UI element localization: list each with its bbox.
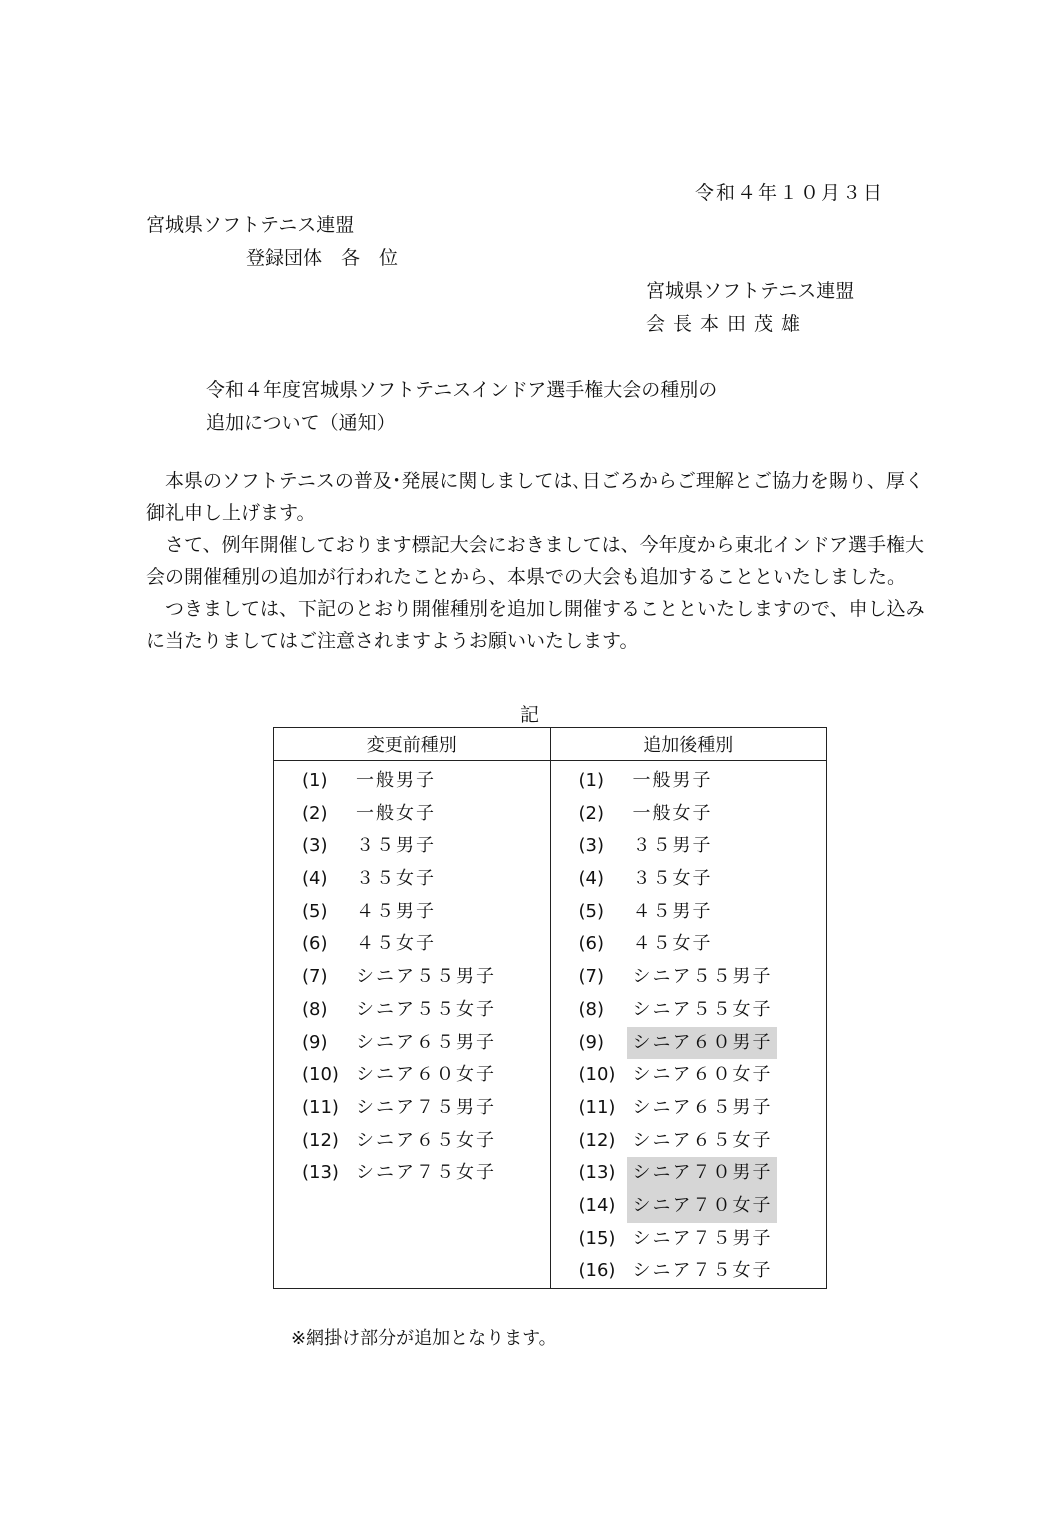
after-row-number: (9) — [578, 1031, 604, 1053]
before-row-number: (11) — [302, 1096, 339, 1118]
before-row-label: ４５女子 — [356, 933, 436, 955]
body-text — [146, 465, 926, 657]
subject-line-1: 令和４年度宮城県ソフトテニスインドア選手権大会の種別の — [206, 379, 718, 401]
before-row-number: (9) — [302, 1031, 328, 1053]
before-row-number: (12) — [302, 1129, 339, 1151]
before-row-number: (8) — [302, 998, 328, 1020]
sender-org: 宮城県ソフトテニス連盟 — [646, 280, 855, 302]
after-row-label: 一般男子 — [632, 770, 713, 791]
after-row-label: シニア６０男子 — [627, 1027, 777, 1060]
after-row-number: (11) — [578, 1096, 616, 1118]
before-row-label: ４５男子 — [356, 900, 436, 922]
after-row-number: (4) — [578, 868, 604, 890]
after-row-label: ４５女子 — [632, 933, 713, 955]
before-row — [274, 1059, 550, 1092]
before-row — [274, 798, 550, 831]
after-row-number: (14) — [578, 1194, 616, 1216]
after-row — [551, 896, 827, 929]
before-row-label: ３５男子 — [356, 835, 436, 857]
before-row — [274, 961, 550, 994]
before-row-label: シニア５５女子 — [356, 998, 496, 1020]
before-row — [274, 928, 550, 961]
before-row — [274, 1027, 550, 1060]
before-row-number: (1) — [302, 770, 328, 791]
before-row-number: (4) — [302, 868, 328, 890]
before-row-number: (5) — [302, 900, 328, 922]
after-row — [551, 994, 827, 1027]
after-row — [551, 1059, 827, 1092]
footnote: ※網掛け部分が追加となります。 — [291, 1328, 557, 1349]
sender-name: 会長本田茂雄 — [646, 313, 809, 335]
before-row-number: (3) — [302, 835, 328, 857]
before-row-label: シニア５５男子 — [356, 966, 496, 988]
before-row — [274, 863, 550, 896]
before-row-number: (10) — [302, 1064, 339, 1086]
after-row-number: (1) — [578, 770, 604, 791]
after-row-label: シニア６０女子 — [632, 1064, 773, 1086]
before-row-label: シニア６０女子 — [356, 1064, 496, 1086]
document-date: 令和４年１０月３日 — [694, 182, 884, 204]
after-row-number: (5) — [578, 900, 604, 922]
body-paragraph-3: つきましては、下記のとおり開催種別を追加し開催することといたしますので、申し込みに当たりましてはご注意されますようお願いいたします。 — [146, 598, 925, 652]
ki-heading: 記 — [520, 704, 540, 726]
after-row-label: シニア７０女子 — [627, 1190, 777, 1223]
before-row-label: シニア６５男子 — [356, 1031, 496, 1053]
after-row-label: シニア６５男子 — [632, 1096, 773, 1118]
after-row — [551, 1223, 827, 1256]
before-row-label: 一般女子 — [356, 802, 436, 824]
after-row — [551, 1255, 827, 1288]
after-row-label: シニア７０男子 — [627, 1157, 777, 1190]
after-row-number: (15) — [578, 1227, 616, 1249]
subject — [206, 374, 717, 440]
before-row-label: シニア６５女子 — [356, 1129, 496, 1151]
after-row-label: シニア７５男子 — [632, 1227, 773, 1249]
body-paragraph-2: さて、例年開催しております標記大会におきましては、今年度から東北インドア選手権大会の開催種別の追加が行われたことから、本県での大会も追加することといたしました。 — [146, 534, 925, 588]
after-row-label: シニア５５女子 — [632, 998, 773, 1020]
before-row — [274, 765, 550, 798]
after-row-number: (7) — [578, 966, 604, 988]
body-paragraph-1: 本県のソフトテニスの普及･発展に関しましては､日ごろからご理解とご協力を賜り、厚く御礼申し上げます。 — [146, 470, 924, 524]
before-row-label: シニア７５女子 — [356, 1162, 496, 1184]
after-row — [551, 1157, 827, 1190]
before-row-number: (2) — [302, 802, 328, 824]
before-row — [274, 830, 550, 863]
after-row-number: (16) — [578, 1260, 616, 1282]
before-row-number: (7) — [302, 966, 328, 988]
after-row — [551, 830, 827, 863]
before-row — [274, 1125, 550, 1158]
after-row-number: (13) — [578, 1162, 616, 1184]
before-row-number: (13) — [302, 1162, 339, 1184]
after-row — [551, 1190, 827, 1223]
after-row — [551, 863, 827, 896]
after-row-label: シニア５５男子 — [632, 966, 773, 988]
after-row — [551, 1125, 827, 1158]
after-row — [551, 798, 827, 831]
after-column — [550, 761, 827, 1289]
after-row-label: ３５男子 — [632, 835, 713, 857]
before-row — [274, 1157, 550, 1190]
after-row-label: ４５男子 — [632, 900, 713, 922]
before-column — [274, 761, 551, 1289]
after-row — [551, 765, 827, 798]
after-row-number: (8) — [578, 998, 604, 1020]
after-row-number: (6) — [578, 933, 604, 955]
after-row-number: (12) — [578, 1129, 616, 1151]
recipient-sub: 登録団体 各 位 — [246, 247, 399, 269]
category-table — [273, 727, 827, 1289]
after-row-label: シニア７５女子 — [632, 1260, 773, 1282]
after-row — [551, 1027, 827, 1060]
after-row — [551, 961, 827, 994]
after-row — [551, 928, 827, 961]
before-row — [274, 994, 550, 1027]
before-row-label: ３５女子 — [356, 868, 436, 890]
before-row-label: シニア７５男子 — [356, 1096, 496, 1118]
after-row-label: 一般女子 — [632, 802, 713, 824]
after-row-label: ３５女子 — [632, 868, 713, 890]
before-row — [274, 896, 550, 929]
after-row-label: シニア６５女子 — [632, 1129, 773, 1151]
after-row — [551, 1092, 827, 1125]
header-before: 変更前種別 — [274, 728, 551, 761]
after-row-number: (10) — [578, 1064, 616, 1086]
after-row-number: (3) — [578, 835, 604, 857]
recipient-org: 宮城県ソフトテニス連盟 — [146, 214, 355, 236]
before-row-number: (6) — [302, 933, 328, 955]
subject-line-2: 追加について（通知） — [206, 412, 396, 434]
header-after: 追加後種別 — [550, 728, 827, 761]
before-row-label: 一般男子 — [356, 770, 436, 791]
after-row-number: (2) — [578, 802, 604, 824]
before-row — [274, 1092, 550, 1125]
